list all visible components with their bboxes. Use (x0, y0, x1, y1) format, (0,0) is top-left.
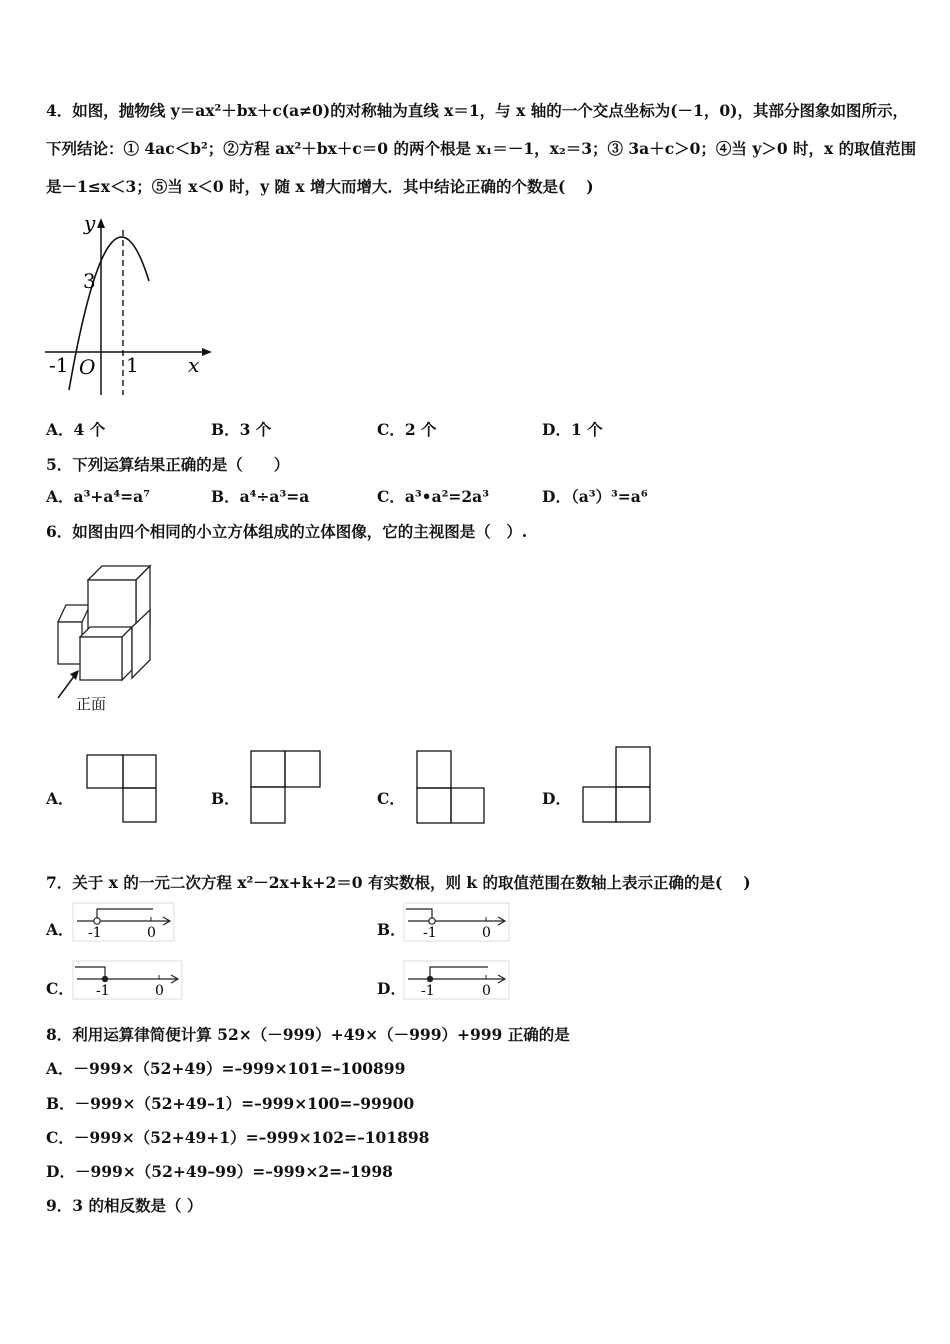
q8-option-a[interactable]: A．－999×（52+49）=–999×101=–100899 (46, 1059, 406, 1078)
q8-option-d[interactable]: D．－999×（52+49–99）=–999×2=–1998 (46, 1162, 393, 1181)
x-axis-arrow (202, 348, 212, 356)
q6-option-b-figure[interactable] (250, 750, 322, 824)
axis-label-0: 0 (482, 983, 491, 999)
graph-y-tick-3: 3 (83, 269, 96, 293)
q8-stem: 8．利用运算律简便计算 52×（－999）+49×（－999）+999 正确的是 (46, 1025, 570, 1044)
q6-option-d-figure[interactable] (582, 746, 652, 824)
q9-stem: 9．3 的相反数是（ ） (46, 1196, 203, 1215)
q4-option-d[interactable]: D．1 个 (542, 420, 603, 439)
q5-option-c[interactable]: C．a³•a²=2a³ (377, 487, 490, 506)
graph-x-label: x (188, 353, 200, 377)
axis-label-neg1: -1 (96, 983, 110, 999)
q6-option-b-label[interactable]: B． (211, 789, 240, 808)
graph-y-label: y (84, 211, 96, 235)
q7-option-a-numberline[interactable] (73, 903, 175, 943)
y-axis-arrow (97, 218, 105, 228)
q7-option-d-label[interactable]: D． (377, 979, 406, 998)
q8-option-b[interactable]: B．－999×（52+49–1）=–999×100=–99900 (46, 1094, 415, 1113)
q5-option-d[interactable]: D．（a³）³=a⁶ (542, 487, 648, 506)
q7-option-b-numberline[interactable] (404, 903, 510, 943)
q6-option-a-label[interactable]: A． (46, 789, 74, 808)
q4-stem-line-2: 下列结论：① 4ac＜b²；②方程 ax²＋bx＋c＝0 的两个根是 x₁＝－1，x₂＝3；③ 3a＋c＞0；④当 y＞0 时，x 的取值范围 (46, 139, 917, 158)
axis-label-neg1: -1 (88, 925, 102, 941)
q4-parabola-graph (40, 210, 220, 400)
q7-option-c-label[interactable]: C． (46, 979, 74, 998)
graph-neg-tick: -1 (49, 353, 69, 377)
q6-option-d-label[interactable]: D． (542, 789, 571, 808)
axis-label-neg1: -1 (421, 983, 435, 999)
q5-option-a[interactable]: A．a³+a⁴=a⁷ (46, 487, 150, 506)
q7-option-c-numberline[interactable] (73, 961, 183, 1001)
q7-option-a-label[interactable]: A． (46, 920, 74, 939)
q8-option-c[interactable]: C．－999×（52+49+1）=–999×102=–101898 (46, 1128, 430, 1147)
q4-stem-line-1: 4．如图，抛物线 y＝ax²＋bx＋c(a≠0)的对称轴为直线 x＝1，与 x 轴的一个交点坐标为(－1，0)，其部分图象如图所示， (46, 101, 908, 120)
q6-stem: 6．如图由四个相同的小立方体组成的立体图像，它的主视图是（ ）. (46, 522, 528, 541)
axis-label-neg1: -1 (423, 925, 437, 941)
graph-origin-label: O (79, 355, 96, 379)
q7-stem: 7．关于 x 的一元二次方程 x²－2x+k+2＝0 有实数根，则 k 的取值范围在数轴上表示正确的是( ) (46, 873, 751, 892)
graph-pos-tick: 1 (126, 353, 139, 377)
q5-stem: 5．下列运算结果正确的是（ ） (46, 455, 290, 474)
q7-option-b-label[interactable]: B． (377, 920, 406, 939)
q4-option-c[interactable]: C．2 个 (377, 420, 437, 439)
q4-option-b[interactable]: B．3 个 (211, 420, 272, 439)
q6-front-label: 正面 (76, 695, 107, 713)
q6-option-a-figure[interactable] (86, 754, 158, 824)
q6-option-c-label[interactable]: C． (377, 789, 405, 808)
axis-label-0: 0 (147, 925, 156, 941)
q4-option-a[interactable]: A．4 个 (46, 420, 106, 439)
q5-option-b[interactable]: B．a⁴÷a³=a (211, 487, 310, 506)
q7-option-d-numberline[interactable] (404, 961, 510, 1001)
axis-label-0: 0 (155, 983, 164, 999)
axis-label-0: 0 (482, 925, 491, 941)
q4-stem-line-3: 是－1≤x＜3；⑤当 x＜0 时，y 随 x 增大而增大．其中结论正确的个数是( ) (46, 177, 594, 196)
q6-option-c-figure[interactable] (416, 750, 486, 824)
